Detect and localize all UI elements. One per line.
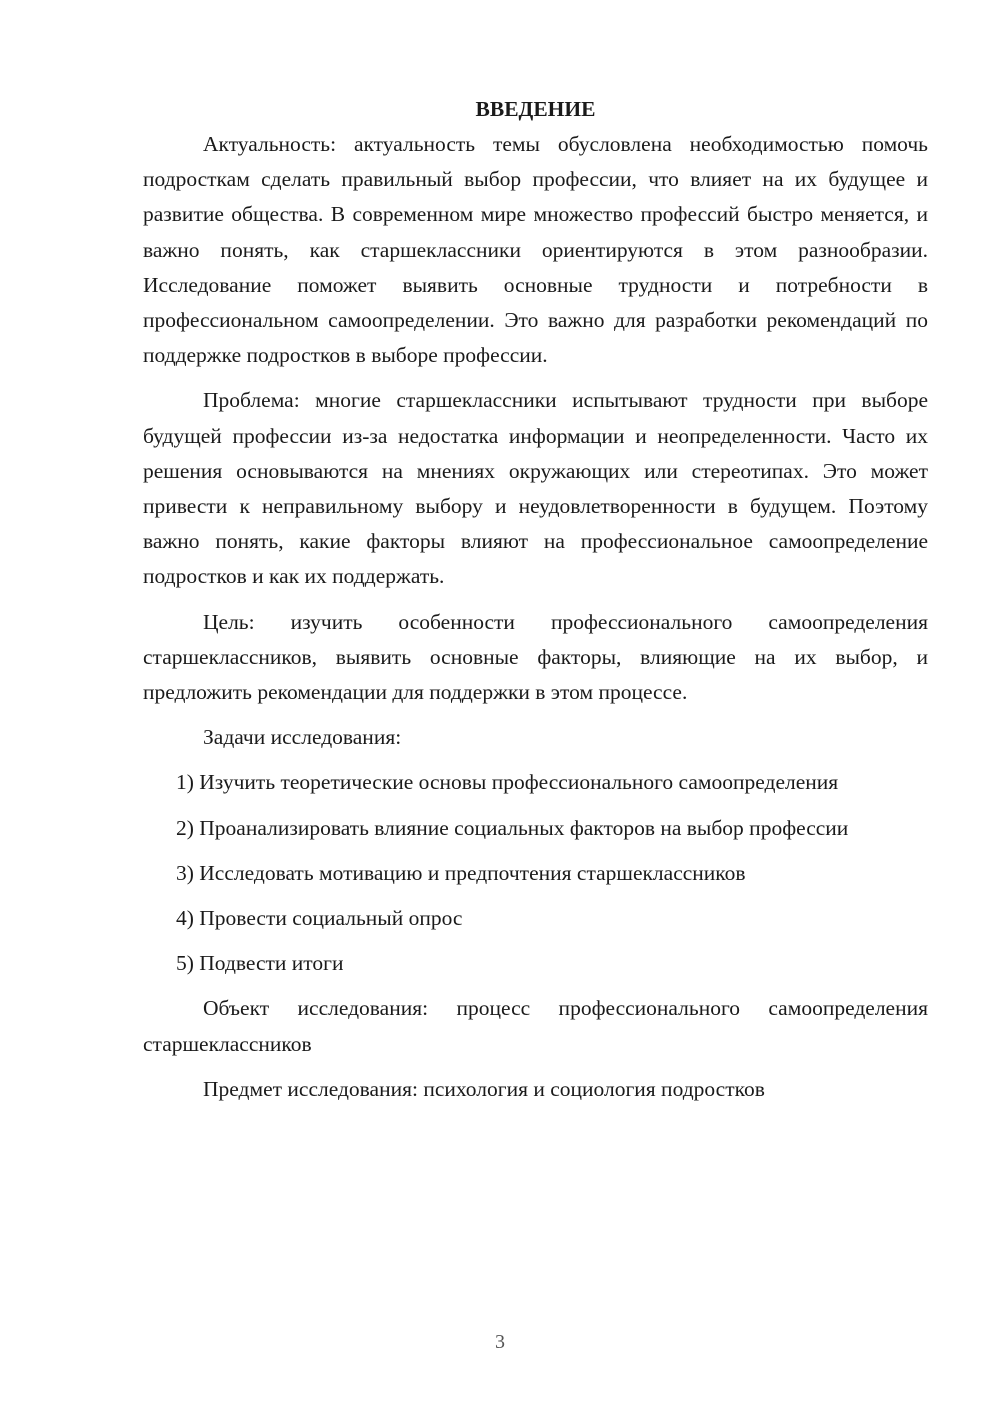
problem-paragraph: Проблема: многие старшеклассники испытывают трудности при выборе будущей профессии из-за недостатка информации и неопределенности. Часто их решения основываются на мнениях окружающих или стереотипах. Это может привести к неправильному выбору и неудовлетворенности в будущем. Поэтому важно понять, какие факторы влияют на профессиональное самоопределение подростков и как их поддержать. xyxy=(143,388,928,589)
page-number: 3 xyxy=(495,1331,505,1353)
relevance-paragraph: Актуальность: актуальность темы обусловлена необходимостью помочь подросткам сделать правильный выбор профессии, что влияет на их будущее и развитие общества. В современном мире множество профессий быстро меняется, и важно понять, как старшеклассники ориентируются в этом разнообразии. Исследование поможет выявить основные трудности и потребности в профессиональном самоопределении. Это важно для разработки рекомендаций по поддержке подростков в выборе профессии. xyxy=(143,132,928,368)
subject-paragraph: Предмет исследования: психология и социология подростков xyxy=(203,1076,765,1101)
task-item-3: 3) Исследовать мотивацию и предпочтения старшеклассников xyxy=(176,860,746,885)
object-paragraph: Объект исследования: процесс профессионального самоопределения старшеклассников xyxy=(143,996,928,1056)
task-item-4: 4) Провести социальный опрос xyxy=(176,906,463,931)
section-heading: ВВЕДЕНИЕ xyxy=(475,97,596,121)
task-item-5: 5) Подвести итоги xyxy=(176,951,344,976)
document-page xyxy=(143,92,928,1107)
task-item-2: 2) Проанализировать влияние социальных факторов на выбор профессии xyxy=(176,815,849,840)
goal-paragraph: Цель: изучить особенности профессионального самоопределения старшеклассников, выявить основные факторы, влияющие на их выбор, и предложить рекомендации для поддержки в этом процессе. xyxy=(143,609,928,705)
tasks-title: Задачи исследования: xyxy=(203,725,402,750)
task-item-1: 1) Изучить теоретические основы профессионального самоопределения xyxy=(176,770,839,795)
